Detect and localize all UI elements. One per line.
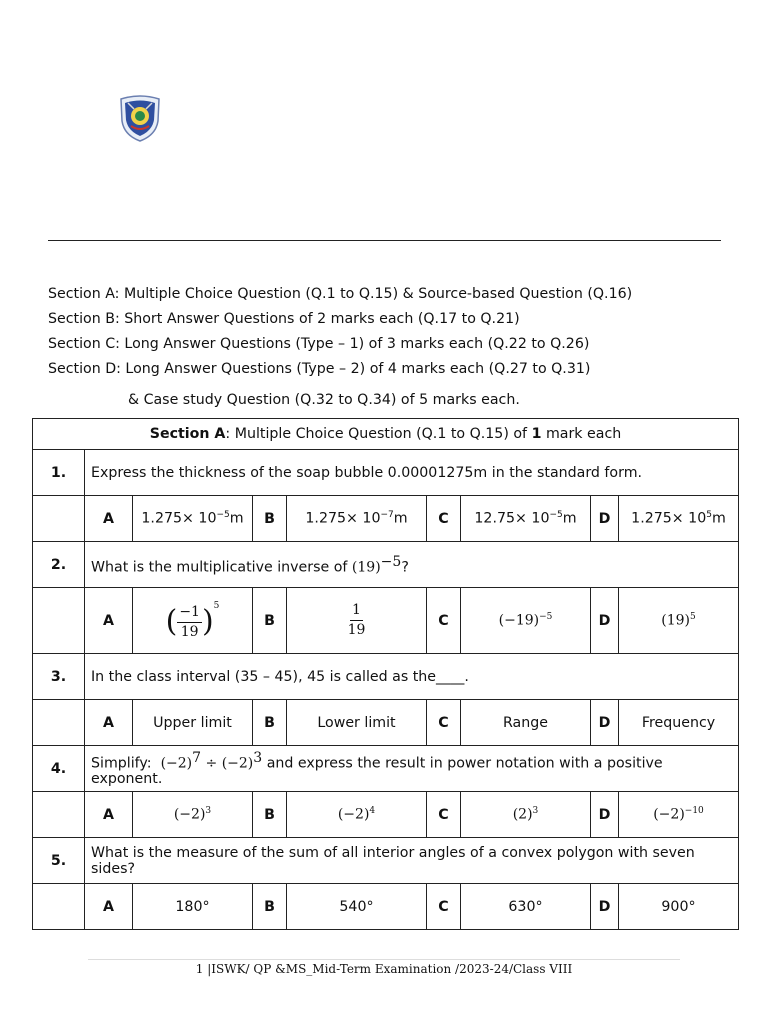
options-row <box>33 588 739 654</box>
header-marks: 1 <box>531 426 542 442</box>
option-letter: D <box>591 496 619 542</box>
option-letter: B <box>253 792 287 838</box>
option-b: 540° <box>287 884 427 930</box>
table-header <box>33 419 739 450</box>
school-crest-logo <box>118 95 162 143</box>
option-d: $(-2)^{-10}$ <box>619 792 739 838</box>
page-footer: 1 |ISWK/ QP &MS_Mid-Term Examination /2023-24/Class VIII <box>195 962 573 976</box>
question-row <box>33 450 739 496</box>
option-a: $1.275\times 10^{-5}m$ <box>133 496 253 542</box>
question-number: 3. <box>33 654 85 700</box>
option-d: 900° <box>619 884 739 930</box>
question-row <box>33 542 739 588</box>
option-letter: B <box>253 700 287 746</box>
option-letter: B <box>253 588 287 654</box>
option-letter: B <box>253 884 287 930</box>
option-letter: D <box>591 588 619 654</box>
option-letter: C <box>427 588 461 654</box>
option-b: $1.275\times 10^{-7}m$ <box>287 496 427 542</box>
option-letter: C <box>427 496 461 542</box>
option-d: $1.275\times 10^5m$ <box>619 496 739 542</box>
option-letter: C <box>427 792 461 838</box>
question-text: What is the measure of the sum of all interior angles of a convex polygon with seven sides? <box>85 838 739 884</box>
mcq-table <box>32 418 739 930</box>
option-b: $(-2)^4$ <box>287 792 427 838</box>
footer-rule <box>88 959 680 960</box>
options-row <box>33 792 739 838</box>
question-number: 1. <box>33 450 85 496</box>
question-text: What is the multiplicative inverse of $(19)^{-5}$? <box>85 542 739 588</box>
section-instructions <box>48 282 632 413</box>
question-text: Express the thickness of the soap bubble 0.00001275m in the standard form. <box>85 450 739 496</box>
option-a: Upper limit <box>133 700 253 746</box>
section-b-info: Section B: Short Answer Questions of 2 marks each (Q.17 to Q.21) <box>48 311 520 327</box>
section-d-info: Section D: Long Answer Questions (Type – 2) of 4 marks each (Q.27 to Q.31) <box>48 361 591 377</box>
option-letter: D <box>591 792 619 838</box>
question-number: 2. <box>33 542 85 588</box>
option-a: 180° <box>133 884 253 930</box>
option-d: Frequency <box>619 700 739 746</box>
option-letter: A <box>85 792 133 838</box>
option-letter: A <box>85 588 133 654</box>
option-c: 630° <box>461 884 591 930</box>
header-end: mark each <box>541 426 622 442</box>
header-text: : Multiple Choice Question (Q.1 to Q.15) of <box>225 426 532 442</box>
table-header-row <box>33 419 739 450</box>
question-row <box>33 746 739 792</box>
option-d: $(19)^5$ <box>619 588 739 654</box>
question-row <box>33 654 739 700</box>
header-section-label: Section A <box>149 426 226 442</box>
option-a: ( $\frac{-1}{19}$ )$^5$ <box>133 588 253 654</box>
question-text: Simplify: $(-2)^7 \div (-2)^3$ and express the result in power notation with a positive exponent. <box>85 746 739 792</box>
question-row <box>33 838 739 884</box>
option-letter: A <box>85 700 133 746</box>
option-b: $\frac{1}{19}$ <box>287 588 427 654</box>
option-a: $(-2)^3$ <box>133 792 253 838</box>
section-d-continued: & Case study Question (Q.32 to Q.34) of 5 marks each. <box>128 392 520 408</box>
option-letter: A <box>85 884 133 930</box>
header-rule <box>48 240 721 241</box>
options-row <box>33 496 739 542</box>
options-row <box>33 884 739 930</box>
option-letter: A <box>85 496 133 542</box>
option-c: $(-19)^{-5}$ <box>461 588 591 654</box>
section-c-info: Section C: Long Answer Questions (Type – 1) of 3 marks each (Q.22 to Q.26) <box>48 336 590 352</box>
option-letter: D <box>591 700 619 746</box>
option-letter: C <box>427 884 461 930</box>
options-row <box>33 700 739 746</box>
question-number: 5. <box>33 838 85 884</box>
option-c: $12.75\times 10^{-5}m$ <box>461 496 591 542</box>
option-b: Lower limit <box>287 700 427 746</box>
option-letter: C <box>427 700 461 746</box>
question-number: 4. <box>33 746 85 792</box>
option-c: $(2)^3$ <box>461 792 591 838</box>
option-letter: D <box>591 884 619 930</box>
option-letter: B <box>253 496 287 542</box>
section-a-info: Section A: Multiple Choice Question (Q.1 to Q.15) & Source-based Question (Q.16) <box>48 286 633 302</box>
option-c: Range <box>461 700 591 746</box>
question-text: In the class interval (35 – 45), 45 is called as the____. <box>85 654 739 700</box>
